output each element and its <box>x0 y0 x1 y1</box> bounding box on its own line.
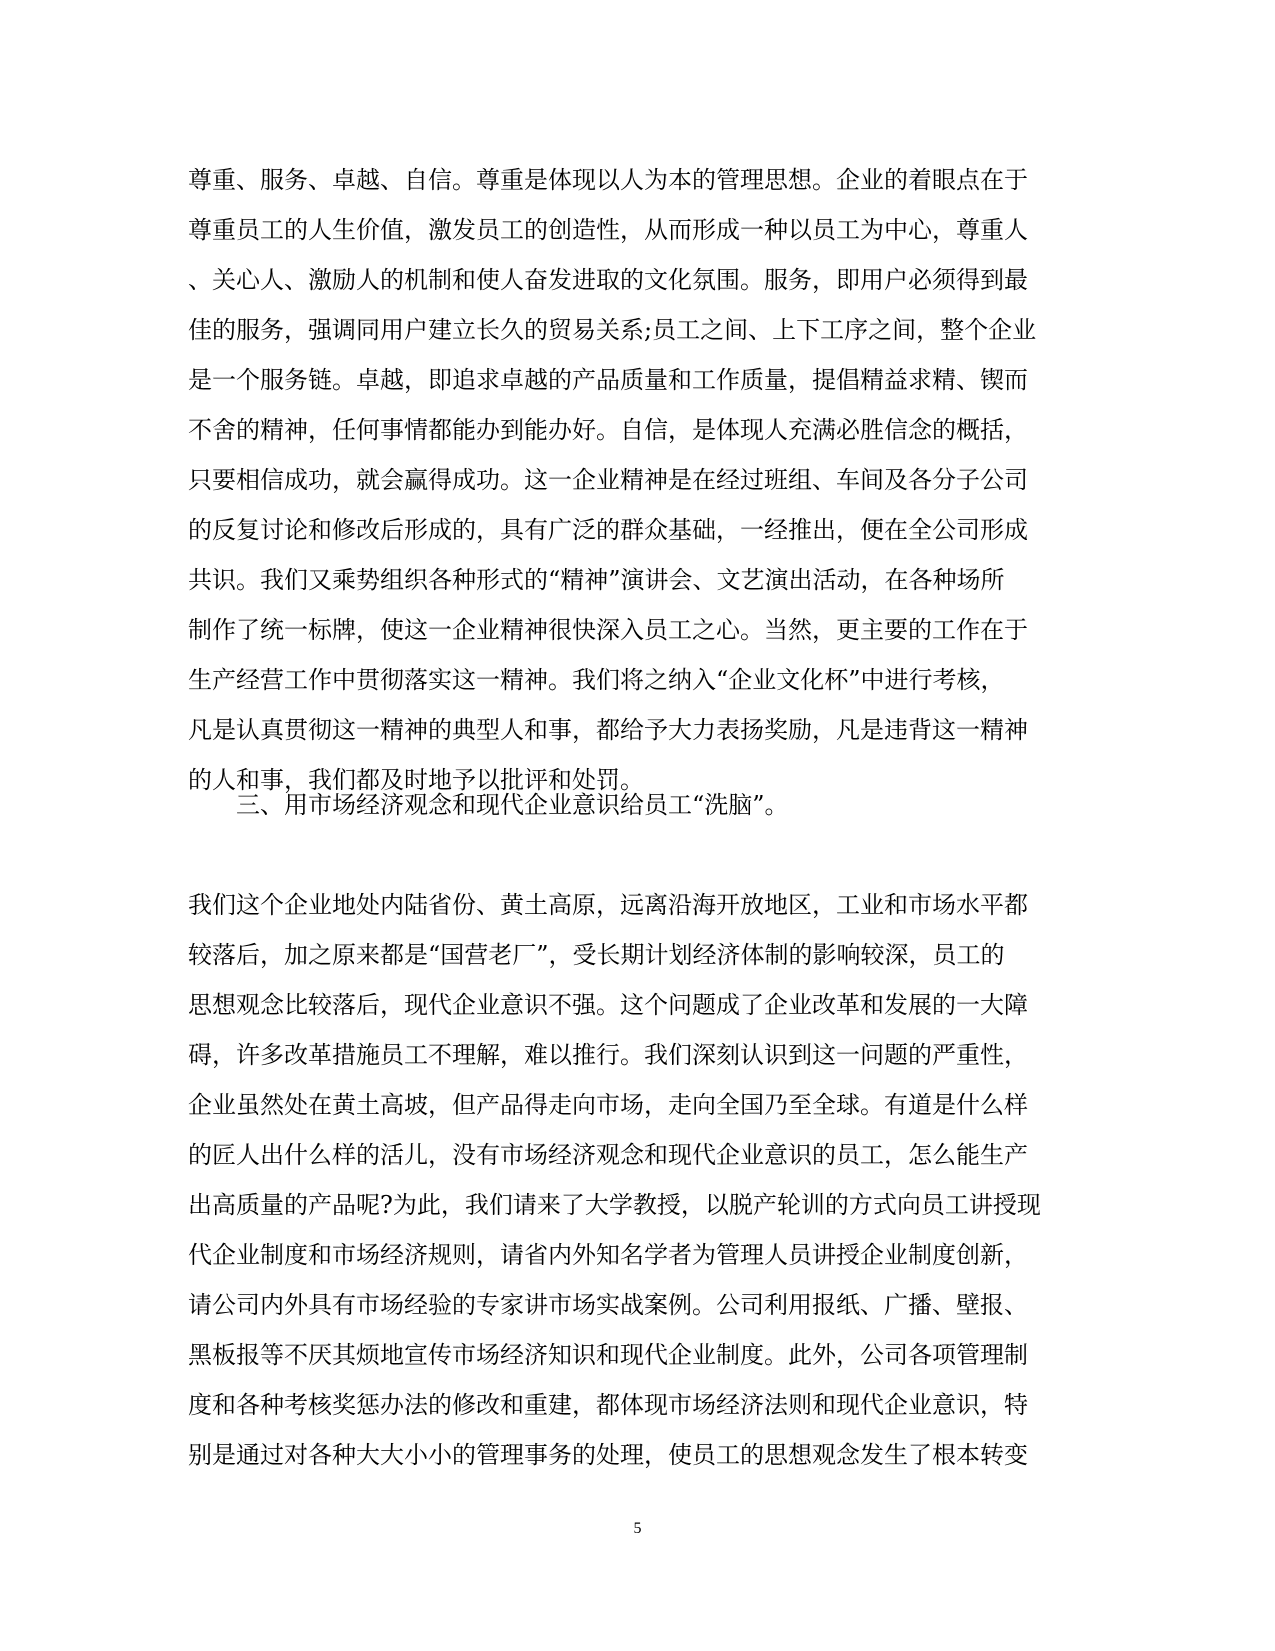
paragraph-line: 不舍的精神，任何事情都能办到能办好。自信，是体现人充满必胜信念的概括， <box>188 416 1028 444</box>
paragraph-line: 尊重、服务、卓越、自信。尊重是体现以人为本的管理思想。企业的着眼点在于 <box>188 166 1028 194</box>
paragraph-line: 请公司内外具有市场经验的专家讲市场实战案例。公司利用报纸、广播、壁报、 <box>188 1291 1028 1319</box>
paragraph-line: 碍，许多改革措施员工不理解，难以推行。我们深刻认识到这一问题的严重性， <box>188 1041 1028 1069</box>
paragraph-line: 的人和事，我们都及时地予以批评和处罚。 <box>188 766 644 794</box>
paragraph-line: 出高质量的产品呢?为此，我们请来了大学教授，以脱产轮训的方式向员工讲授现 <box>188 1191 1041 1219</box>
paragraph-line: 、关心人、激励人的机制和使人奋发进取的文化氛围。服务，即用户必须得到最 <box>188 266 1028 294</box>
paragraph-line: 尊重员工的人生价值，激发员工的创造性，从而形成一种以员工为中心，尊重人 <box>188 216 1028 244</box>
paragraph-enterprise-spirit <box>188 155 1073 805</box>
paragraph-line: 佳的服务，强调同用户建立长久的贸易关系;员工之间、上下工序之间，整个企业 <box>188 316 1037 344</box>
paragraph-line: 较落后，加之原来都是“国营老厂”，受长期计划经济体制的影响较深，员工的 <box>188 941 1005 969</box>
paragraph-line: 只要相信成功，就会赢得成功。这一企业精神是在经过班组、车间及各分子公司 <box>188 466 1028 494</box>
paragraph-line: 黑板报等不厌其烦地宣传市场经济知识和现代企业制度。此外，公司各项管理制 <box>188 1341 1028 1369</box>
paragraph-line: 思想观念比较落后，现代企业意识不强。这个问题成了企业改革和发展的一大障 <box>188 991 1028 1019</box>
paragraph-line: 制作了统一标牌，使这一企业精神很快深入员工之心。当然，更主要的工作在于 <box>188 616 1028 644</box>
section-heading: 三、用市场经济观念和现代企业意识给员工“洗脑”。 <box>236 791 789 819</box>
paragraph-line: 的匠人出什么样的活儿，没有市场经济观念和现代企业意识的员工，怎么能生产 <box>188 1141 1028 1169</box>
paragraph-line: 代企业制度和市场经济规则，请省内外知名学者为管理人员讲授企业制度创新， <box>188 1241 1028 1269</box>
paragraph-line: 共识。我们又乘势组织各种形式的“精神”演讲会、文艺演出活动，在各种场所 <box>188 566 1005 594</box>
paragraph-line: 的反复讨论和修改后形成的，具有广泛的群众基础，一经推出，便在全公司形成 <box>188 516 1028 544</box>
paragraph-line: 我们这个企业地处内陆省份、黄土高原，远离沿海开放地区，工业和市场水平都 <box>188 891 1028 919</box>
paragraph-line: 别是通过对各种大大小小的管理事务的处理，使员工的思想观念发生了根本转变 <box>188 1441 1028 1469</box>
paragraph-line: 是一个服务链。卓越，即追求卓越的产品质量和工作质量，提倡精益求精、锲而 <box>188 366 1028 394</box>
paragraph-market-economy <box>188 880 1073 1480</box>
paragraph-line: 企业虽然处在黄土高坡，但产品得走向市场，走向全国乃至全球。有道是什么样 <box>188 1091 1028 1119</box>
paragraph-line: 凡是认真贯彻这一精神的典型人和事，都给予大力表扬奖励，凡是违背这一精神 <box>188 716 1028 744</box>
paragraph-line: 生产经营工作中贯彻落实这一精神。我们将之纳入“企业文化杯”中进行考核， <box>188 666 1005 694</box>
page-number: 5 <box>633 1520 642 1537</box>
paragraph-line: 度和各种考核奖惩办法的修改和重建，都体现市场经济法则和现代企业意识，特 <box>188 1391 1028 1419</box>
